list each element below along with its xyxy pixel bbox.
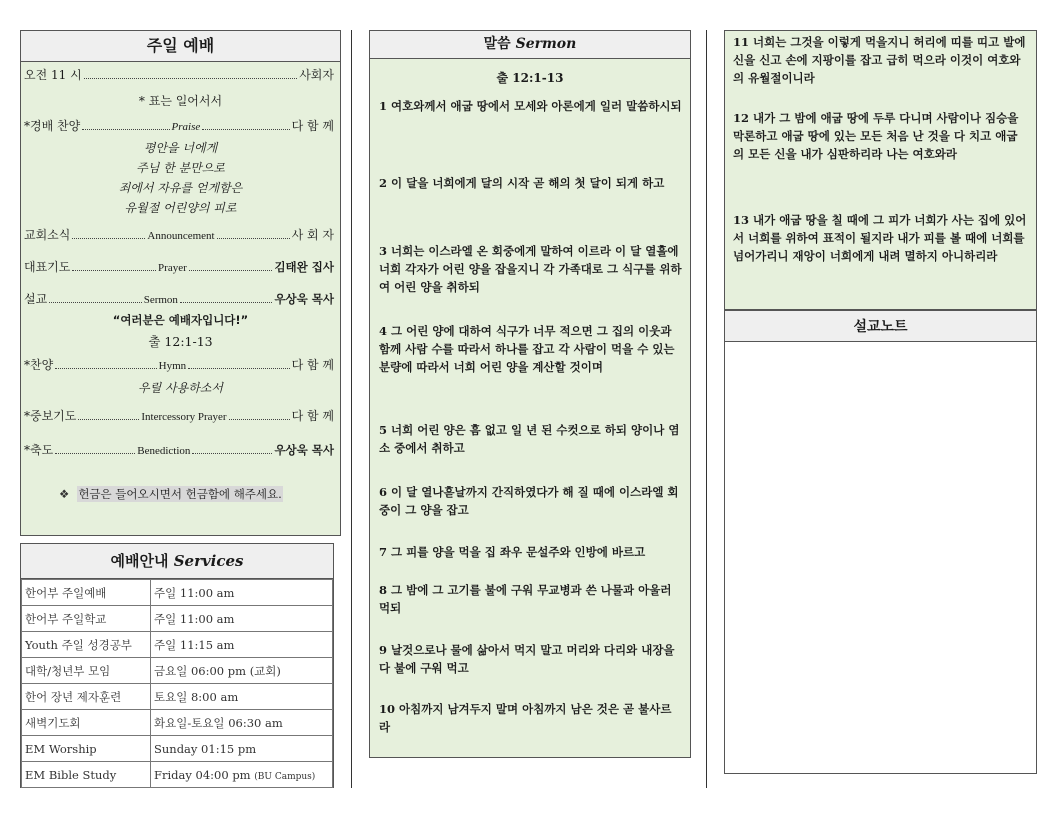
praise-song: 평안을 너에게 bbox=[143, 141, 218, 155]
services-title-ko: 예배안내 bbox=[110, 552, 169, 570]
table-row bbox=[22, 762, 333, 788]
worship-time: 오전 11 시 bbox=[24, 68, 82, 82]
program-person: 우상욱 목사 bbox=[274, 443, 334, 457]
verse: 13 내가 애굽 땅을 칠 때에 그 피가 너희가 사는 집에 있어서 너희를 위하여 표적이 될지라 내가 피를 볼 때에 너희를 넘어가리니 재앙이 너희에게 내려 멸하지 아니하리라 bbox=[733, 213, 1027, 263]
verse: 5 너희 어린 양은 흠 없고 일 년 된 수컷으로 하되 양이나 염소 중에서 취하고 bbox=[379, 423, 680, 455]
program-label: *축도 bbox=[24, 443, 54, 457]
service-name: 한어 장년 제자훈련 bbox=[22, 684, 151, 710]
verse: 6 이 달 열나흗날까지 간직하였다가 해 질 때에 이스라엘 회중이 그 양을 잡고 bbox=[379, 485, 679, 517]
leader-dots bbox=[55, 358, 156, 369]
service-name: 한어부 주일예배 bbox=[22, 580, 151, 606]
table-row bbox=[22, 658, 333, 684]
program-row-prayer bbox=[24, 258, 334, 275]
leader-dots bbox=[202, 119, 289, 130]
program-person: 김태완 집사 bbox=[274, 260, 334, 274]
service-name: 새벽기도회 bbox=[22, 710, 151, 736]
service-name: Youth 주일 성경공부 bbox=[22, 632, 151, 658]
services-title-en: Services bbox=[173, 552, 244, 570]
offering-note bbox=[59, 486, 283, 502]
service-time: 주일 11:15 am bbox=[151, 632, 333, 658]
service-name: EM Bible Study bbox=[22, 762, 151, 788]
offering-text: 헌금은 들어오시면서 헌금함에 해주세요. bbox=[78, 487, 282, 501]
sermon-text-title-en: Sermon bbox=[515, 36, 577, 52]
program-english: Intercessory Prayer bbox=[141, 411, 227, 423]
worship-order-box bbox=[20, 30, 341, 536]
program-english: Sermon bbox=[143, 294, 178, 306]
service-time: Sunday 01:15 pm bbox=[151, 736, 333, 762]
leader-dots bbox=[189, 260, 273, 271]
service-time: 금요일 06:00 pm (교회) bbox=[151, 658, 333, 684]
program-label: *경배 찬양 bbox=[24, 119, 81, 133]
program-person: 사 회 자 bbox=[291, 228, 335, 242]
leader-dots bbox=[217, 228, 290, 239]
verse: 1 여호와께서 애굽 땅에서 모세와 아론에게 일러 말씀하시되 bbox=[379, 99, 682, 113]
verse: 10 아침까지 남겨두지 말며 아침까지 남은 것은 곧 불사르라 bbox=[379, 702, 672, 734]
standing-note: * 표는 일어서서 bbox=[138, 94, 223, 108]
program-label: *찬양 bbox=[24, 358, 54, 372]
verse: 12 내가 그 밤에 애굽 땅에 두루 다니며 사람이나 짐승을 막론하고 애굽 땅에 있는 모든 처음 난 것을 다 치고 애굽의 모든 신을 내가 심판하리라 나는 여호와라 bbox=[733, 111, 1019, 161]
leader-dots bbox=[82, 119, 169, 130]
program-row-sermon bbox=[24, 290, 334, 307]
sermon-text-title-ko: 말씀 bbox=[483, 36, 511, 52]
service-name: EM Worship bbox=[22, 736, 151, 762]
leader-dots bbox=[188, 358, 289, 369]
service-name: 한어부 주일학교 bbox=[22, 606, 151, 632]
verse: 9 날것으로나 물에 삶아서 먹지 말고 머리와 다리와 내장을 다 불에 구워 먹고 bbox=[379, 643, 675, 675]
program-english: Announcement bbox=[147, 230, 215, 242]
services-box bbox=[20, 543, 334, 788]
column-divider bbox=[351, 30, 352, 788]
program-english: Hymn bbox=[158, 360, 187, 372]
service-time: 화요일-토요일 06:30 am bbox=[151, 710, 333, 736]
leader-dots bbox=[84, 68, 298, 79]
worship-order-body bbox=[21, 62, 340, 535]
leader-dots bbox=[78, 409, 139, 420]
program-row-praise bbox=[24, 117, 334, 134]
diamond-bullet-icon: ❖ bbox=[59, 487, 70, 501]
services-title bbox=[21, 544, 333, 579]
table-row bbox=[22, 710, 333, 736]
hymn-song: 우릴 사용하소서 bbox=[138, 381, 223, 395]
verse: 11 너희는 그것을 이렇게 먹을지니 허리에 띠를 띠고 발에 신을 신고 손에 지팡이를 잡고 급히 먹으라 이것이 여호와의 유월절이니라 bbox=[733, 35, 1026, 85]
sermon-reference: 출 12:1-13 bbox=[148, 334, 213, 349]
praise-song: 주님 한 분만으로 bbox=[136, 161, 225, 175]
program-person: 다 함 께 bbox=[291, 358, 334, 372]
sermon-text-box bbox=[369, 30, 691, 758]
table-row bbox=[22, 632, 333, 658]
table-row bbox=[22, 736, 333, 762]
service-location-note: (BU Campus) bbox=[254, 771, 316, 782]
leader-dots bbox=[192, 443, 272, 454]
column-divider bbox=[706, 30, 707, 788]
sermon-notes-area[interactable] bbox=[724, 342, 1037, 774]
praise-song: 죄에서 자유를 얻게함은 bbox=[118, 181, 243, 195]
service-time: 토요일 8:00 am bbox=[151, 684, 333, 710]
program-label: 대표기도 bbox=[24, 260, 71, 274]
program-english: Praise bbox=[171, 121, 201, 133]
service-time-value: Friday 04:00 pm bbox=[154, 767, 251, 782]
program-row-benediction bbox=[24, 441, 334, 458]
program-person: 우상욱 목사 bbox=[274, 292, 335, 306]
verse: 4 그 어린 양에 대하여 식구가 너무 적으면 그 집의 이웃과 함께 사람 수를 따라서 하나를 잡고 각 사람이 먹을 수 있는 분량에 따라서 너희 어린 양을 계산할 것이며 bbox=[379, 324, 675, 374]
scripture-reference: 출 12:1-13 bbox=[496, 71, 564, 85]
service-time: 주일 11:00 am bbox=[151, 606, 333, 632]
leader-dots bbox=[72, 260, 156, 271]
service-time bbox=[151, 762, 333, 788]
program-label: *중보기도 bbox=[24, 409, 77, 423]
worship-leader: 사회자 bbox=[299, 68, 334, 82]
program-row-announcement bbox=[24, 226, 334, 243]
services-table bbox=[21, 579, 333, 788]
sermon-title: “여러분은 예배자입니다!” bbox=[112, 313, 249, 327]
leader-dots bbox=[49, 292, 142, 303]
verse: 8 그 밤에 그 고기를 불에 구워 무교병과 쓴 나물과 아울러 먹되 bbox=[379, 583, 672, 615]
sermon-text-body bbox=[370, 59, 690, 757]
service-time: 주일 11:00 am bbox=[151, 580, 333, 606]
verse: 2 이 달을 너희에게 달의 시작 곧 해의 첫 달이 되게 하고 bbox=[379, 176, 665, 190]
leader-dots bbox=[229, 409, 290, 420]
worship-time-row bbox=[24, 66, 334, 83]
program-english: Prayer bbox=[158, 262, 187, 274]
program-label: 교회소식 bbox=[24, 228, 71, 242]
leader-dots bbox=[55, 443, 135, 454]
table-row bbox=[22, 580, 333, 606]
table-row bbox=[22, 606, 333, 632]
leader-dots bbox=[180, 292, 273, 303]
program-person: 다 함 께 bbox=[291, 119, 335, 133]
praise-song: 유월절 어린양의 피로 bbox=[124, 201, 237, 215]
service-name: 대학/청년부 모임 bbox=[22, 658, 151, 684]
program-person: 다 함 께 bbox=[291, 409, 334, 423]
program-row-hymn bbox=[24, 356, 334, 373]
program-row-intercession bbox=[24, 407, 334, 424]
leader-dots bbox=[72, 228, 145, 239]
program-label: 설교 bbox=[24, 292, 48, 306]
program-english: Benediction bbox=[137, 445, 191, 457]
verse: 7 그 피를 양을 먹을 집 좌우 문설주와 인방에 바르고 bbox=[379, 545, 646, 559]
sermon-text-title bbox=[370, 31, 690, 59]
table-row bbox=[22, 684, 333, 710]
worship-title: 주일 예배 bbox=[21, 31, 340, 62]
verse: 3 너희는 이스라엘 온 회중에게 말하여 이르라 이 달 열흘에 너희 각자가 어린 양을 잡을지니 각 가족대로 그 식구를 위하여 어린 양을 취하되 bbox=[379, 244, 682, 294]
sermon-notes-title: 설교노트 bbox=[724, 310, 1037, 342]
sermon-text-continued-box bbox=[724, 30, 1037, 310]
